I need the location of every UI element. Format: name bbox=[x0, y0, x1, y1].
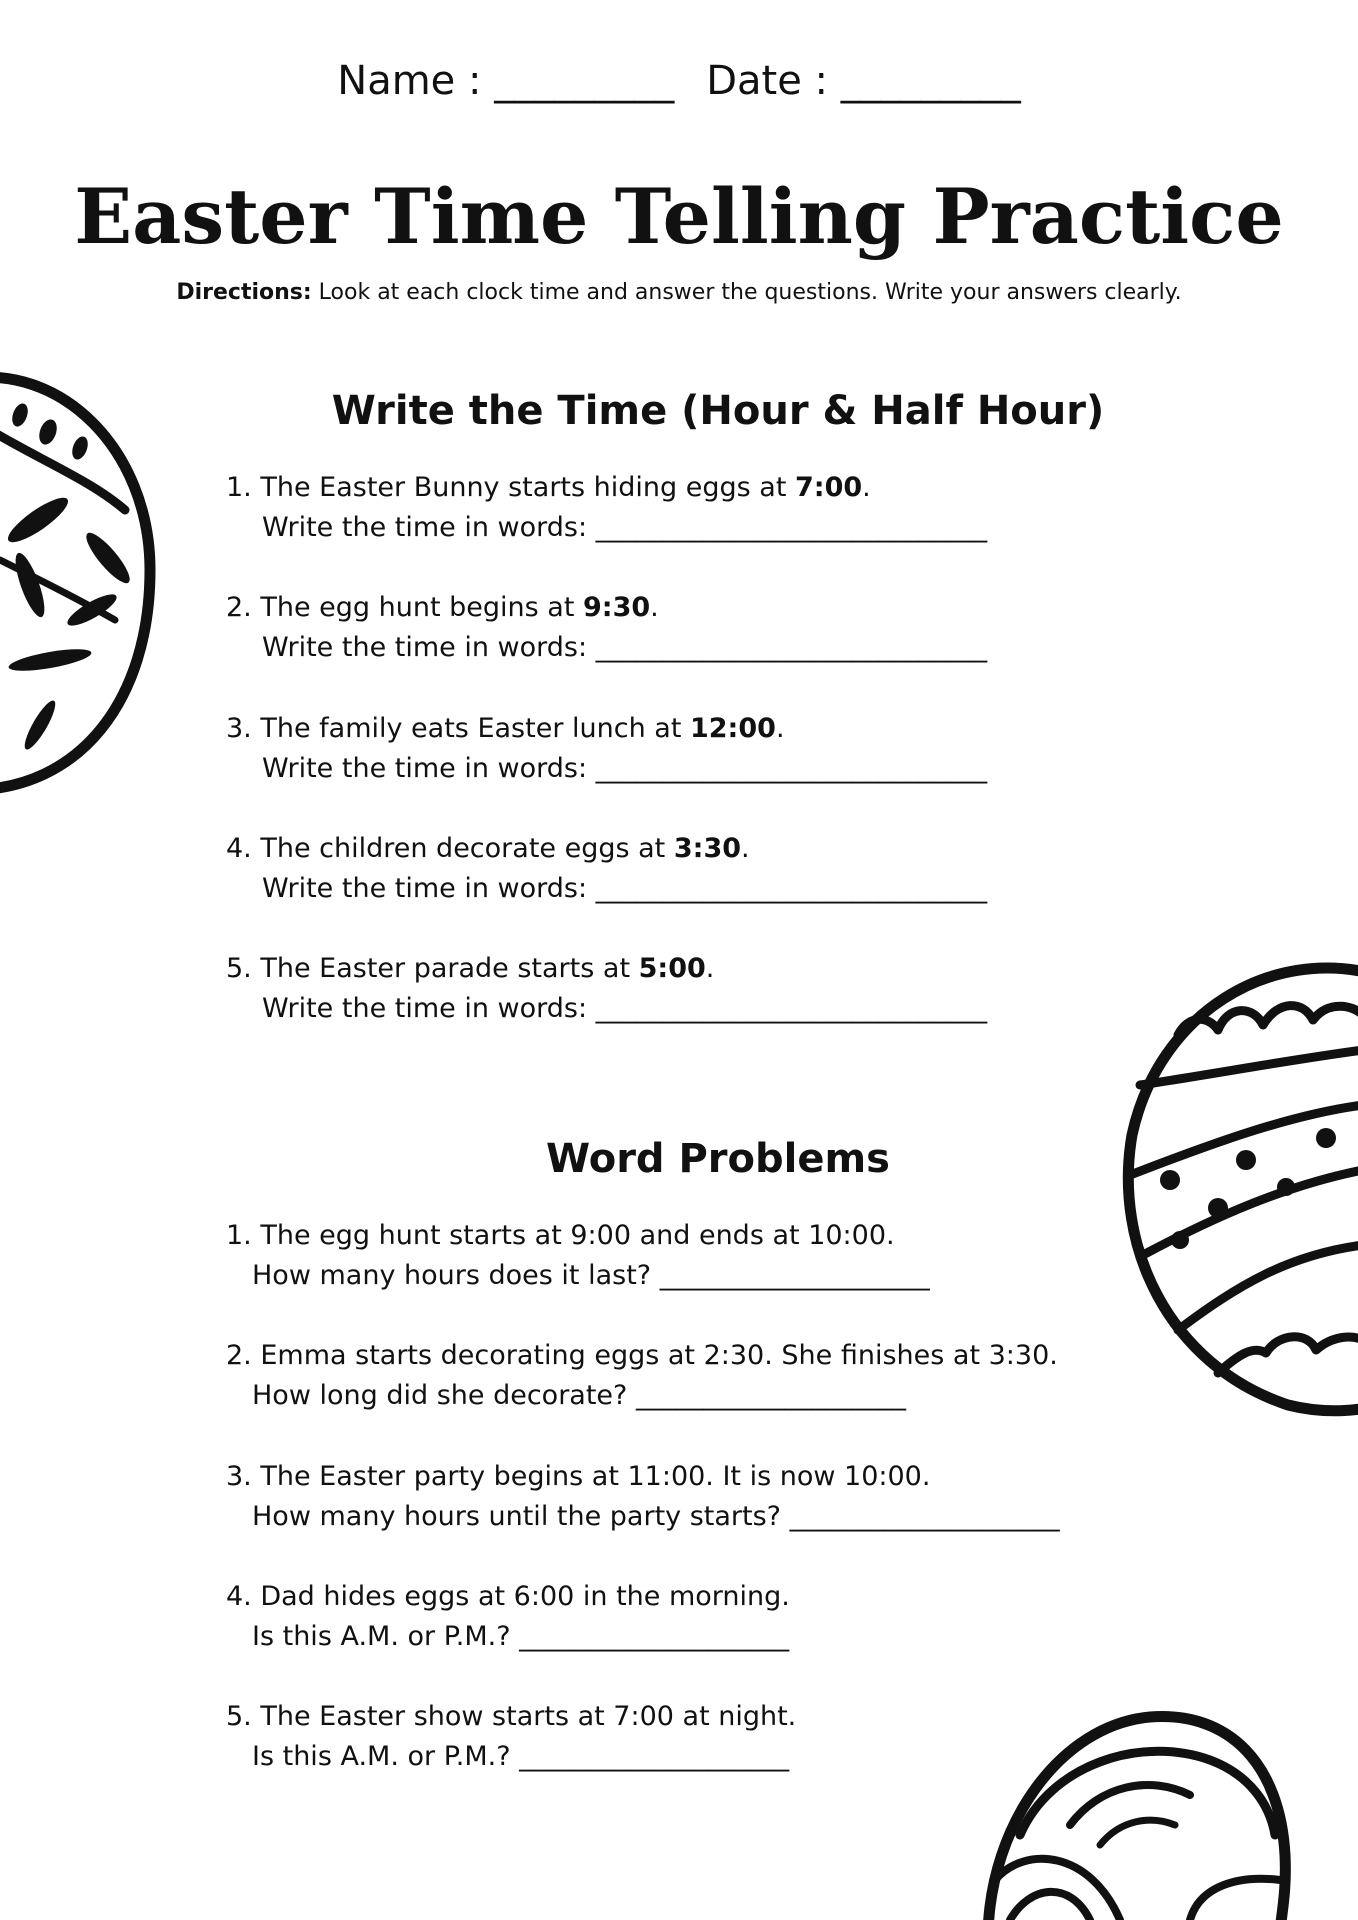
word-problem-2 bbox=[226, 1336, 1058, 1416]
question-suffix: . bbox=[705, 953, 715, 984]
directions bbox=[0, 280, 1358, 305]
easter-egg-bottom-icon bbox=[980, 1705, 1300, 1920]
page-title: Easter Time Telling Practice bbox=[74, 172, 1284, 261]
problem-text: 5. The Easter show starts at 7:00 at night. bbox=[226, 1701, 797, 1732]
question-text: 1. The Easter Bunny starts hiding eggs at bbox=[226, 472, 795, 503]
name-date-header bbox=[0, 58, 1358, 104]
word-problem-3 bbox=[226, 1457, 1060, 1537]
time-question-5 bbox=[226, 949, 987, 1029]
easter-egg-left-icon bbox=[0, 370, 170, 810]
answer-prompt[interactable]: How long did she decorate? ____________________ bbox=[252, 1380, 906, 1411]
word-problem-1 bbox=[226, 1216, 930, 1296]
problem-text: 1. The egg hunt starts at 9:00 and ends at 10:00. bbox=[226, 1220, 895, 1251]
directions-label: Directions: bbox=[176, 280, 312, 305]
answer-prompt[interactable]: Is this A.M. or P.M.? ____________________ bbox=[252, 1741, 790, 1772]
answer-prompt[interactable]: Write the time in words: _____________________________ bbox=[262, 632, 988, 663]
question-time: 5:00 bbox=[638, 953, 706, 984]
question-suffix: . bbox=[775, 713, 785, 744]
question-text: 2. The egg hunt begins at bbox=[226, 592, 583, 623]
problem-text: 4. Dad hides eggs at 6:00 in the morning. bbox=[226, 1581, 790, 1612]
question-text: 4. The children decorate eggs at bbox=[226, 833, 674, 864]
time-question-2 bbox=[226, 588, 987, 668]
word-problem-5 bbox=[226, 1697, 796, 1777]
answer-prompt[interactable]: How many hours does it last? ____________________ bbox=[252, 1260, 930, 1291]
name-field[interactable]: Name : _________ bbox=[337, 58, 675, 104]
answer-prompt[interactable]: Write the time in words: _____________________________ bbox=[262, 873, 988, 904]
time-question-1 bbox=[226, 468, 987, 548]
word-problem-4 bbox=[226, 1577, 790, 1657]
question-text: 3. The family eats Easter lunch at bbox=[226, 713, 690, 744]
easter-egg-right-icon bbox=[1118, 955, 1358, 1425]
question-time: 12:00 bbox=[689, 713, 776, 744]
answer-prompt[interactable]: How many hours until the party starts? ____________________ bbox=[252, 1501, 1060, 1532]
question-text: 5. The Easter parade starts at bbox=[226, 953, 639, 984]
answer-prompt[interactable]: Write the time in words: _____________________________ bbox=[262, 753, 988, 784]
section-title-write-time: Write the Time (Hour & Half Hour) bbox=[331, 388, 1105, 434]
problem-text: 3. The Easter party begins at 11:00. It is now 10:00. bbox=[226, 1461, 931, 1492]
answer-prompt[interactable]: Write the time in words: _____________________________ bbox=[262, 512, 988, 543]
question-suffix: . bbox=[650, 592, 659, 623]
question-time: 7:00 bbox=[795, 472, 863, 503]
time-question-3 bbox=[226, 709, 987, 789]
date-field[interactable]: Date : _________ bbox=[706, 58, 1021, 104]
question-suffix: . bbox=[862, 472, 871, 503]
answer-prompt[interactable]: Write the time in words: _____________________________ bbox=[262, 993, 988, 1024]
section-title-word-problems: Word Problems bbox=[546, 1136, 890, 1182]
question-suffix: . bbox=[741, 833, 750, 864]
question-time: 3:30 bbox=[673, 833, 742, 864]
problem-text: 2. Emma starts decorating eggs at 2:30. She finishes at 3:30. bbox=[226, 1340, 1058, 1371]
directions-text: Look at each clock time and answer the questions. Write your answers clearly. bbox=[311, 280, 1182, 305]
time-question-4 bbox=[226, 829, 987, 909]
answer-prompt[interactable]: Is this A.M. or P.M.? ____________________ bbox=[252, 1621, 790, 1652]
question-time: 9:30 bbox=[583, 592, 651, 623]
